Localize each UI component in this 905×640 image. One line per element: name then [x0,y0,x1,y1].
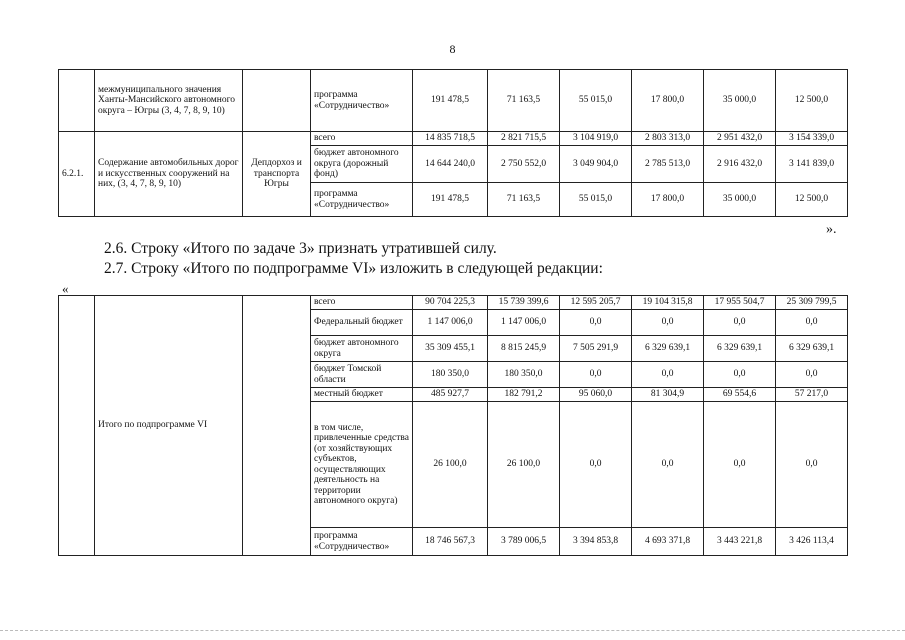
value-cell: 19 104 315,8 [632,296,704,310]
opening-quote: « [62,281,69,296]
value-cell: 12 500,0 [776,183,848,217]
measure-name: Содержание автомобильных дорог и искусственных сооружений на них, (3, 4, 7, 8, 9, 10) [95,132,243,217]
row-number [59,296,95,556]
funding-source: программа «Сотрудничество» [311,528,413,556]
executor: Депдорхоз и транспорта Югры [243,132,311,217]
funding-source: Федеральный бюджет [311,310,413,336]
funding-source: бюджет автономного округа (дорожный фонд) [311,146,413,183]
value-cell: 3 443 221,8 [704,528,776,556]
value-cell: 35 000,0 [704,183,776,217]
funding-source: программа «Сотрудничество» [311,70,413,132]
value-cell: 69 554,6 [704,388,776,402]
value-cell: 2 785 513,0 [632,146,704,183]
value-cell: 81 304,9 [632,388,704,402]
value-cell: 0,0 [560,362,632,388]
value-cell: 0,0 [776,362,848,388]
amendment-paragraph-2-7: 2.7. Строку «Итого по подпрограмме VI» изложить в следующей редакции: [104,260,603,277]
value-cell: 90 704 225,3 [413,296,488,310]
value-cell: 7 505 291,9 [560,336,632,362]
value-cell: 0,0 [560,402,632,528]
closing-quote: ». [826,222,837,237]
executor [243,70,311,132]
value-cell: 180 350,0 [488,362,560,388]
value-cell: 3 049 904,0 [560,146,632,183]
value-cell: 0,0 [632,310,704,336]
subprogram-total-table [58,295,848,556]
financing-table-top [58,69,848,217]
value-cell: 0,0 [632,402,704,528]
value-cell: 3 394 853,8 [560,528,632,556]
value-cell: 0,0 [632,362,704,388]
table-row [59,70,848,132]
table-row [59,132,848,146]
value-cell: 2 951 432,0 [704,132,776,146]
value-cell: 55 015,0 [560,70,632,132]
measure-name: межмуниципального значения Ханты-Мансийского автономного округа – Югры (3, 4, 7, 8, 9, 10) [95,70,243,132]
value-cell: 71 163,5 [488,183,560,217]
value-cell: 0,0 [560,310,632,336]
funding-source: бюджет Томской области [311,362,413,388]
value-cell: 17 800,0 [632,183,704,217]
amendment-paragraph-2-6: 2.6. Строку «Итого по задаче 3» признать утратившей силу. [104,240,497,257]
value-cell: 3 104 919,0 [560,132,632,146]
value-cell: 26 100,0 [413,402,488,528]
value-cell: 3 154 339,0 [776,132,848,146]
value-cell: 17 800,0 [632,70,704,132]
value-cell: 180 350,0 [413,362,488,388]
value-cell: 2 916 432,0 [704,146,776,183]
funding-source: программа «Сотрудничество» [311,183,413,217]
value-cell: 57 217,0 [776,388,848,402]
value-cell: 12 500,0 [776,70,848,132]
value-cell: 0,0 [704,362,776,388]
value-cell: 35 309 455,1 [413,336,488,362]
executor [243,296,311,556]
value-cell: 3 789 006,5 [488,528,560,556]
value-cell: 14 835 718,5 [413,132,488,146]
value-cell: 12 595 205,7 [560,296,632,310]
value-cell: 2 803 313,0 [632,132,704,146]
value-cell: 18 746 567,3 [413,528,488,556]
value-cell: 95 060,0 [560,388,632,402]
value-cell: 3 141 839,0 [776,146,848,183]
value-cell: 0,0 [704,310,776,336]
value-cell: 0,0 [776,310,848,336]
value-cell: 1 147 006,0 [488,310,560,336]
value-cell: 182 791,2 [488,388,560,402]
value-cell: 8 815 245,9 [488,336,560,362]
row-number: 6.2.1. [59,132,95,217]
page-number: 8 [449,42,456,56]
value-cell: 35 000,0 [704,70,776,132]
value-cell: 191 478,5 [413,70,488,132]
value-cell: 1 147 006,0 [413,310,488,336]
value-cell: 0,0 [776,402,848,528]
value-cell: 2 750 552,0 [488,146,560,183]
value-cell: 2 821 715,5 [488,132,560,146]
value-cell: 6 329 639,1 [704,336,776,362]
table-row [59,296,848,310]
value-cell: 191 478,5 [413,183,488,217]
funding-source: всего [311,296,413,310]
value-cell: 25 309 799,5 [776,296,848,310]
total-name: Итого по подпрограмме VI [95,296,243,556]
funding-source: бюджет автономного округа [311,336,413,362]
value-cell: 485 927,7 [413,388,488,402]
funding-source: местный бюджет [311,388,413,402]
value-cell: 4 693 371,8 [632,528,704,556]
funding-source: в том числе, привлеченные средства (от хозяйствующих субъектов, осуществляющих деятельность на территории автономного округа) [311,402,413,528]
scan-artifact-line [0,630,905,631]
value-cell: 3 426 113,4 [776,528,848,556]
value-cell: 0,0 [704,402,776,528]
funding-source: всего [311,132,413,146]
value-cell: 14 644 240,0 [413,146,488,183]
value-cell: 26 100,0 [488,402,560,528]
value-cell: 6 329 639,1 [776,336,848,362]
value-cell: 17 955 504,7 [704,296,776,310]
row-number [59,70,95,132]
value-cell: 71 163,5 [488,70,560,132]
value-cell: 6 329 639,1 [632,336,704,362]
value-cell: 55 015,0 [560,183,632,217]
value-cell: 15 739 399,6 [488,296,560,310]
